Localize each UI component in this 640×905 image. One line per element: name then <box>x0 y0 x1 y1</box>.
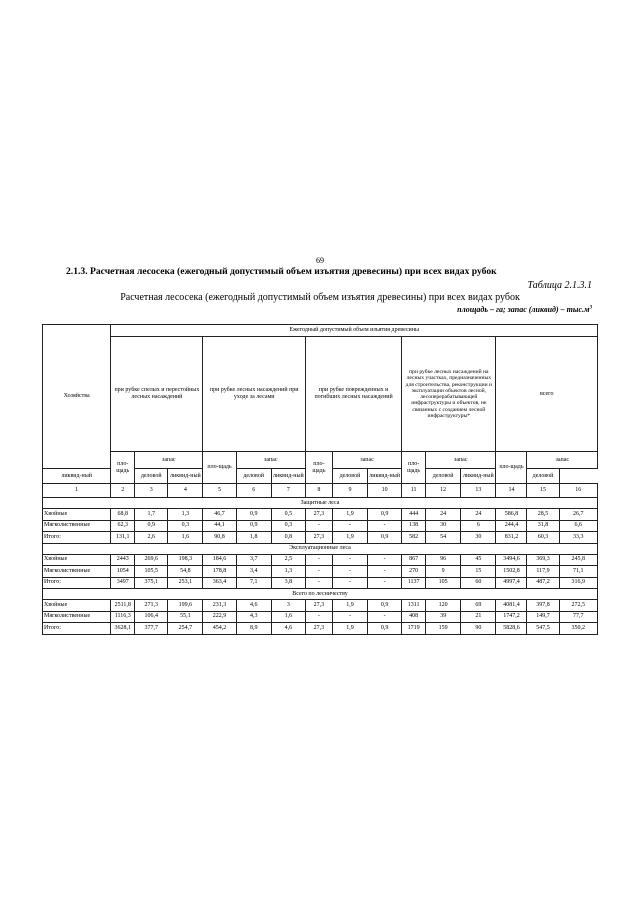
table-cell: 27,3 <box>305 600 332 612</box>
table-cell: 33,3 <box>559 532 597 544</box>
table-cell: 350,2 <box>559 623 597 635</box>
table-cell: 106,4 <box>135 611 168 623</box>
table-cell: 4,3 <box>236 611 271 623</box>
table-cell: 0,3 <box>168 520 203 532</box>
table-cell: 27,3 <box>305 532 332 544</box>
header-liquid: ликвид-ный <box>43 469 111 484</box>
table-cell: - <box>305 554 332 566</box>
table-cell: 4997,4 <box>496 577 527 589</box>
table-cell: 30 <box>426 520 461 532</box>
table-cell: 0,9 <box>135 520 168 532</box>
table-cell: - <box>305 577 332 589</box>
units-text: площадь – га; запас (ликвид) – тыс.м <box>457 305 590 314</box>
header-commercial: деловой <box>527 469 559 484</box>
table-cell: - <box>332 520 367 532</box>
table-cell: 1,7 <box>135 509 168 521</box>
table-cell: 1719 <box>402 623 426 635</box>
column-number: 12 <box>426 484 461 498</box>
table-cell: 4081,4 <box>496 600 527 612</box>
table-cell: 46,7 <box>203 509 236 521</box>
table-cell: 1137 <box>402 577 426 589</box>
table-cell: 582 <box>402 532 426 544</box>
table-cell: 408 <box>402 611 426 623</box>
table-cell: 272,5 <box>559 600 597 612</box>
table-row <box>43 532 598 544</box>
table-cell: 397,8 <box>527 600 559 612</box>
column-number-row <box>43 484 598 498</box>
table-cell: 198,3 <box>168 554 203 566</box>
section-title: Всего по лесничеству <box>43 589 598 600</box>
table-cell: 1,9 <box>332 600 367 612</box>
column-number: 15 <box>527 484 559 498</box>
section-title: Защитные леса <box>43 498 598 509</box>
table-cell: - <box>332 554 367 566</box>
table-cell: 3 <box>271 600 305 612</box>
table-cell: 28,5 <box>527 509 559 521</box>
table-cell: 2511,8 <box>111 600 135 612</box>
table-cell: 71,1 <box>559 566 597 578</box>
table-cell: 54,8 <box>168 566 203 578</box>
table-cell: 5828,6 <box>496 623 527 635</box>
table-cell: 9 <box>426 566 461 578</box>
table-cell: 377,7 <box>135 623 168 635</box>
table-cell: 586,8 <box>496 509 527 521</box>
table-cell: 62,3 <box>111 520 135 532</box>
header-commercial: деловой <box>332 469 367 484</box>
table-cell: - <box>332 566 367 578</box>
table-row <box>43 509 598 521</box>
table-cell: 0,9 <box>236 520 271 532</box>
table-label: Таблица 2.1.3.1 <box>527 280 592 291</box>
header-stock: запас <box>527 452 598 469</box>
header-liquid: ликвид-ный <box>168 469 203 484</box>
row-label: Итого: <box>43 577 111 589</box>
table-cell: 363,4 <box>203 577 236 589</box>
page-number: 69 <box>316 256 324 265</box>
table-cell: 27,3 <box>305 623 332 635</box>
table-cell: 487,2 <box>527 577 559 589</box>
table-cell: 270 <box>402 566 426 578</box>
column-number: 11 <box>402 484 426 498</box>
column-number: 2 <box>111 484 135 498</box>
section-row <box>43 543 598 554</box>
column-number: 10 <box>368 484 402 498</box>
table-cell: - <box>305 520 332 532</box>
row-label: Итого: <box>43 532 111 544</box>
table-cell: 31,8 <box>527 520 559 532</box>
table-cell: 3497 <box>111 577 135 589</box>
table-cell: 831,2 <box>496 532 527 544</box>
header-stock: запас <box>236 452 305 469</box>
table-cell: 375,1 <box>135 577 168 589</box>
table-cell: 55,1 <box>168 611 203 623</box>
table-cell: 120 <box>426 600 461 612</box>
table-cell: 2,6 <box>135 532 168 544</box>
table-cell: 24 <box>426 509 461 521</box>
section-heading: 2.1.3. Расчетная лесосека (ежегодный допустимый объем изъятия древесины) при всех видах рубок <box>66 266 497 277</box>
table-cell: 27,3 <box>305 509 332 521</box>
table-cell: 117,9 <box>527 566 559 578</box>
table-cell: 245,8 <box>559 554 597 566</box>
table-cell: 69 <box>461 600 496 612</box>
column-number: 7 <box>271 484 305 498</box>
table-cell: - <box>332 611 367 623</box>
column-number: 1 <box>43 484 111 498</box>
table-cell: 2443 <box>111 554 135 566</box>
table-cell: 1,9 <box>332 509 367 521</box>
table-title: Расчетная лесосека (ежегодный допустимый объем изъятия древесины) при всех видах рубок <box>120 292 520 303</box>
table-cell: 199,6 <box>168 600 203 612</box>
header-liquid: ликвид-ный <box>368 469 402 484</box>
table-cell: 45 <box>461 554 496 566</box>
table-cell: 2,5 <box>271 554 305 566</box>
header-area: пло-щадь <box>111 452 135 484</box>
table-row <box>43 623 598 635</box>
header-area: пло-щадь <box>402 452 426 484</box>
table-cell: 77,7 <box>559 611 597 623</box>
table-cell: 316,9 <box>559 577 597 589</box>
table-cell: 1054 <box>111 566 135 578</box>
table-cell: 271,3 <box>135 600 168 612</box>
header-top: Ежегодный допустимый объем изъятия древесины <box>111 325 598 337</box>
header-stock: запас <box>426 452 496 469</box>
header-commercial: деловой <box>135 469 168 484</box>
column-number: 6 <box>236 484 271 498</box>
table-cell: - <box>305 566 332 578</box>
table-cell: 15 <box>461 566 496 578</box>
row-label: Хвойные <box>43 554 111 566</box>
table-cell: 90 <box>461 623 496 635</box>
column-number: 9 <box>332 484 367 498</box>
units-superscript: 3 <box>589 305 592 311</box>
table-cell: 0,9 <box>236 509 271 521</box>
table-cell: 1,9 <box>332 532 367 544</box>
column-number: 13 <box>461 484 496 498</box>
table-cell: 1747,2 <box>496 611 527 623</box>
table-cell: 30 <box>461 532 496 544</box>
section-row <box>43 498 598 509</box>
table-cell: 0,9 <box>368 600 402 612</box>
row-label: Мягколиственные <box>43 611 111 623</box>
table-cell: 269,6 <box>135 554 168 566</box>
table-cell: 184,6 <box>203 554 236 566</box>
table-cell: 222,9 <box>203 611 236 623</box>
header-group-thinning: при рубке лесных насаждений при уходе за лесами <box>203 337 305 452</box>
header-farm: Хозяйства <box>43 325 111 469</box>
table-cell: - <box>368 566 402 578</box>
table-cell: 96 <box>426 554 461 566</box>
table-cell: 39 <box>426 611 461 623</box>
header-group-mature: при рубке спелых и перестойных лесных насаждений <box>111 337 203 452</box>
table-cell: 369,3 <box>527 554 559 566</box>
table-cell: 0,9 <box>368 532 402 544</box>
table-cell: 0,9 <box>368 509 402 521</box>
table-cell: 0,9 <box>368 623 402 635</box>
section-row <box>43 589 598 600</box>
table-cell: 44,1 <box>203 520 236 532</box>
table-cell: - <box>368 611 402 623</box>
header-stock: запас <box>135 452 203 469</box>
table-cell: 54 <box>426 532 461 544</box>
table-cell: 4,6 <box>271 623 305 635</box>
table-cell: 1,3 <box>168 509 203 521</box>
table-cell: - <box>305 611 332 623</box>
table-row <box>43 520 598 532</box>
table-cell: 60,3 <box>527 532 559 544</box>
table-cell: 178,8 <box>203 566 236 578</box>
table-cell: 3494,6 <box>496 554 527 566</box>
table-cell: 24 <box>461 509 496 521</box>
header-commercial: деловой <box>236 469 271 484</box>
table-cell: 867 <box>402 554 426 566</box>
row-label: Хвойные <box>43 509 111 521</box>
section-title: Эксплуатационные леса <box>43 543 598 554</box>
table-cell: 1,8 <box>236 532 271 544</box>
header-area: пло-щадь <box>305 452 332 484</box>
header-liquid: ликвид-ный <box>271 469 305 484</box>
units-note <box>457 305 592 314</box>
row-label: Мягколиственные <box>43 566 111 578</box>
header-area: пло-щадь <box>203 452 236 484</box>
table-row <box>43 554 598 566</box>
table-cell: 244,4 <box>496 520 527 532</box>
table-cell: 547,5 <box>527 623 559 635</box>
table-cell: 60 <box>461 577 496 589</box>
table-cell: 6,6 <box>559 520 597 532</box>
table-cell: 1,6 <box>271 611 305 623</box>
column-number: 3 <box>135 484 168 498</box>
table-cell: 159 <box>426 623 461 635</box>
table-cell: - <box>368 577 402 589</box>
row-label: Итого: <box>43 623 111 635</box>
column-number: 14 <box>496 484 527 498</box>
table-cell: - <box>332 577 367 589</box>
table-cell: 131,1 <box>111 532 135 544</box>
table-row <box>43 577 598 589</box>
table-cell: 0,5 <box>271 509 305 521</box>
table-cell: 149,7 <box>527 611 559 623</box>
header-stock: запас <box>332 452 401 469</box>
table-cell: 3,7 <box>236 554 271 566</box>
header-liquid: ликвид-ный <box>461 469 496 484</box>
table-cell: 26,7 <box>559 509 597 521</box>
table-cell: 90,8 <box>203 532 236 544</box>
table-cell: 1,3 <box>271 566 305 578</box>
row-label: Хвойные <box>43 600 111 612</box>
table-cell: 253,1 <box>168 577 203 589</box>
table-cell: 254,7 <box>168 623 203 635</box>
column-number: 8 <box>305 484 332 498</box>
table-cell: 1311 <box>402 600 426 612</box>
table-cell: 8,9 <box>236 623 271 635</box>
column-number: 16 <box>559 484 597 498</box>
column-number: 4 <box>168 484 203 498</box>
table-cell: - <box>368 554 402 566</box>
allowable-cut-table <box>42 324 598 635</box>
row-label: Мягколиственные <box>43 520 111 532</box>
header-group-construction: при рубке лесных насаждений на лесных участках, предназначенных для строительства, реконструкции и эксплуатации объектов лесной, лесоперерабатывающей инфраструктуры и объектов, не связанных с созданием лесной инфраструктуры* <box>402 337 496 452</box>
table-cell: 454,2 <box>203 623 236 635</box>
table-cell: 1,6 <box>168 532 203 544</box>
table-cell: 444 <box>402 509 426 521</box>
table-row <box>43 611 598 623</box>
table-cell: 1116,3 <box>111 611 135 623</box>
column-number: 5 <box>203 484 236 498</box>
table-cell: 6 <box>461 520 496 532</box>
table-row <box>43 600 598 612</box>
header-area: пло-щадь <box>496 452 527 484</box>
table-cell: 105,5 <box>135 566 168 578</box>
table-cell: 0,8 <box>271 532 305 544</box>
table-cell: 3,8 <box>271 577 305 589</box>
header-group-total: всего <box>496 337 598 452</box>
table-cell: 68,8 <box>111 509 135 521</box>
table-cell: 0,3 <box>271 520 305 532</box>
table-cell: 105 <box>426 577 461 589</box>
table-cell: 4,6 <box>236 600 271 612</box>
table-cell: - <box>368 520 402 532</box>
table-cell: 7,1 <box>236 577 271 589</box>
table-row <box>43 566 598 578</box>
table-cell: 1,9 <box>332 623 367 635</box>
table-cell: 1502,8 <box>496 566 527 578</box>
table-cell: 3628,1 <box>111 623 135 635</box>
table-cell: 138 <box>402 520 426 532</box>
table-cell: 231,3 <box>203 600 236 612</box>
header-commercial: деловой <box>426 469 461 484</box>
table-cell: 3,4 <box>236 566 271 578</box>
header-group-damaged: при рубке поврежденных и погибших лесных насаждений <box>305 337 401 452</box>
table-cell: 21 <box>461 611 496 623</box>
